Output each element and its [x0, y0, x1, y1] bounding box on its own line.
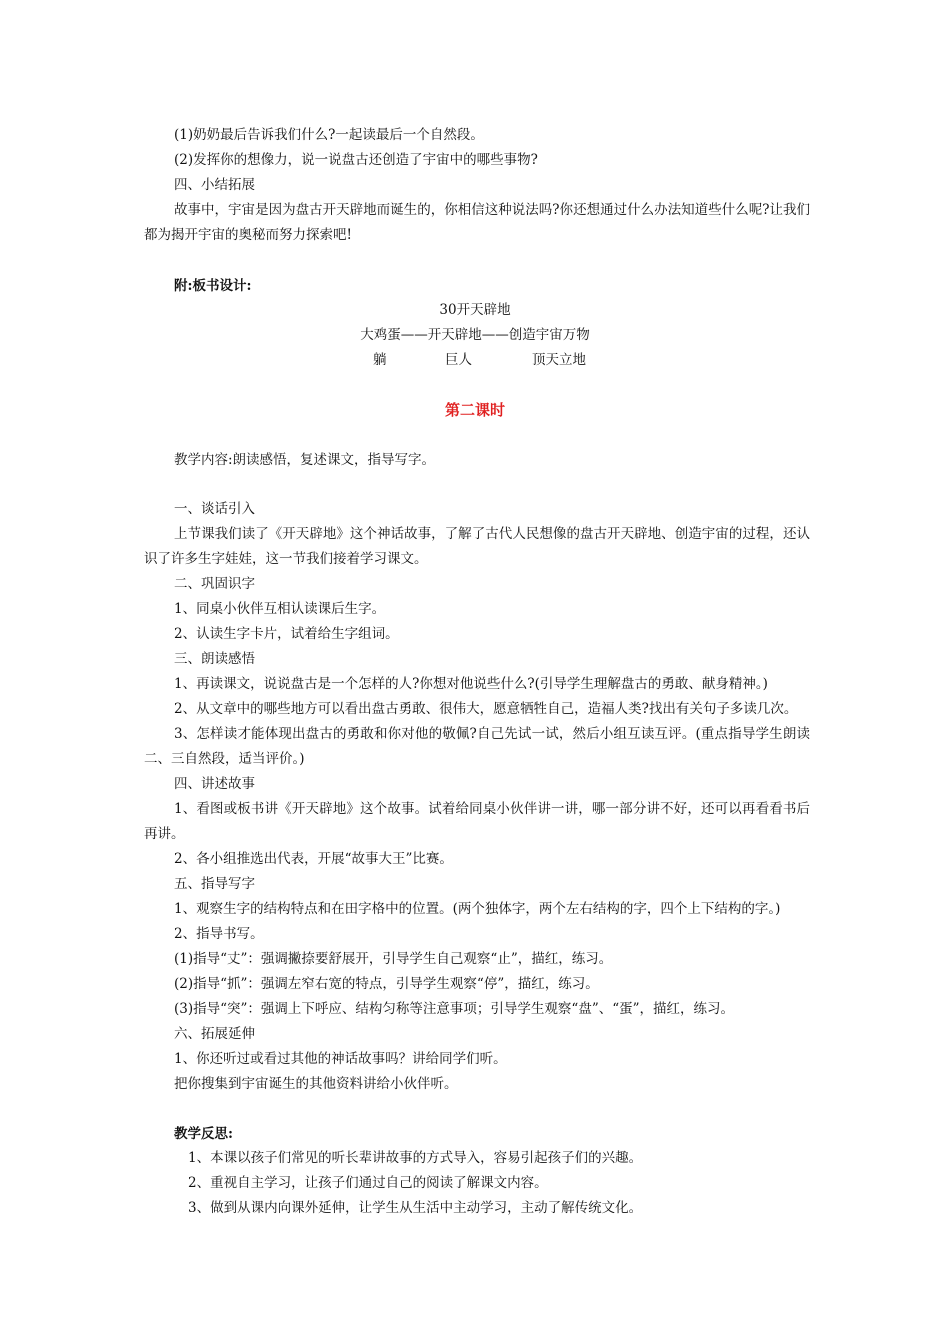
- section-heading-intro: 一、谈话引入: [174, 501, 255, 517]
- board-word-2: 巨人: [445, 352, 472, 368]
- reflection-item-3: 3、做到从课内向课外延伸，让学生从生活中主动学习，主动了解传统文化。: [188, 1200, 643, 1216]
- lesson-2-content: 教学内容:朗读感悟，复述课文，指导写字。: [174, 452, 436, 468]
- section-heading-story: 四、讲述故事: [174, 776, 255, 792]
- section-heading-reading: 三、朗读感悟: [174, 651, 255, 667]
- intro-paragraph: 上节课我们读了《开天辟地》这个神话故事，了解了古代人民想像的盘古开天辟地、创造宇宙的过程，还认识了许多生字娃娃，这一节我们接着学习课文。: [144, 526, 810, 567]
- section-heading-review: 二、巩固识字: [174, 576, 255, 592]
- board-word-3: 顶天立地: [532, 352, 586, 368]
- writing-sub-3: (3)指导“突”：强调上下呼应、结构匀称等注意事项；引导学生观察“盘”、“蛋”，描红，练习。: [174, 1001, 735, 1017]
- review-item-1: 1、同桌小伙伴互相认读课后生字。: [174, 601, 386, 617]
- reflection-heading: 教学反思:: [174, 1126, 233, 1142]
- reflection-item-2: 2、重视自主学习，让孩子们通过自己的阅读了解课文内容。: [188, 1175, 548, 1191]
- writing-sub-1: (1)指导“丈”：强调撇捺要舒展开，引导学生自己观察“止”，描红，练习。: [174, 951, 613, 967]
- summary-paragraph: 故事中，宇宙是因为盘古开天辟地而诞生的，你相信这种说法吗?你还想通过什么办法知道些什么呢?让我们都为揭开宇宙的奥秘而努力探索吧!: [144, 202, 810, 243]
- reading-item-3: 3、怎样读才能体现出盘古的勇敢和你对他的敬佩?自己先试一试，然后小组互读互评。(重点指导学生朗读二、三自然段，适当评价。): [144, 726, 810, 767]
- story-item-1: 1、看图或板书讲《开天辟地》这个故事。试着给同桌小伙伴讲一讲，哪一部分讲不好，还可以再看看书后再讲。: [144, 801, 810, 842]
- board-title: 30开天辟地: [439, 302, 511, 318]
- lesson-2-title: 第二课时: [444, 401, 505, 419]
- section-heading-summary: 四、小结拓展: [174, 177, 255, 193]
- extension-item-2: 把你搜集到宇宙诞生的其他资料讲给小伙伴听。: [174, 1076, 458, 1092]
- reading-item-2: 2、从文章中的哪些地方可以看出盘古勇敢、很伟大，愿意牺牲自己，造福人类?找出有关句子多读几次。: [174, 701, 798, 717]
- reflection-item-1: 1、本课以孩子们常见的听长辈讲故事的方式导入，容易引起孩子们的兴趣。: [188, 1150, 643, 1166]
- reading-item-1: 1、再读课文，说说盘古是一个怎样的人?你想对他说些什么?(引导学生理解盘古的勇敢、献身精神。): [174, 676, 768, 692]
- section-heading-extension: 六、拓展延伸: [174, 1026, 255, 1042]
- writing-item-2: 2、指导书写。: [174, 926, 264, 942]
- story-item-2: 2、各小组推选出代表，开展“故事大王”比赛。: [174, 851, 453, 867]
- writing-sub-2: (2)指导“抓”：强调左窄右宽的特点，引导学生观察“停”，描红，练习。: [174, 976, 599, 992]
- question-1: (1)奶奶最后告诉我们什么?一起读最后一个自然段。: [174, 127, 484, 143]
- board-main-line: 大鸡蛋——开天辟地——创造宇宙万物: [360, 327, 590, 343]
- review-item-2: 2、认读生字卡片，试着给生字组词。: [174, 626, 399, 642]
- writing-item-1: 1、观察生字的结构特点和在田字格中的位置。(两个独体字，两个左右结构的字，四个上下结构的字。): [174, 901, 781, 917]
- board-word-1: 躺: [373, 352, 387, 368]
- section-heading-writing: 五、指导写字: [174, 876, 255, 892]
- extension-item-1: 1、你还听过或看过其他的神话故事吗？讲给同学们听。: [174, 1051, 507, 1067]
- question-2: (2)发挥你的想像力，说一说盘古还创造了宇宙中的哪些事物?: [174, 152, 538, 168]
- board-design-heading: 附:板书设计:: [174, 278, 252, 294]
